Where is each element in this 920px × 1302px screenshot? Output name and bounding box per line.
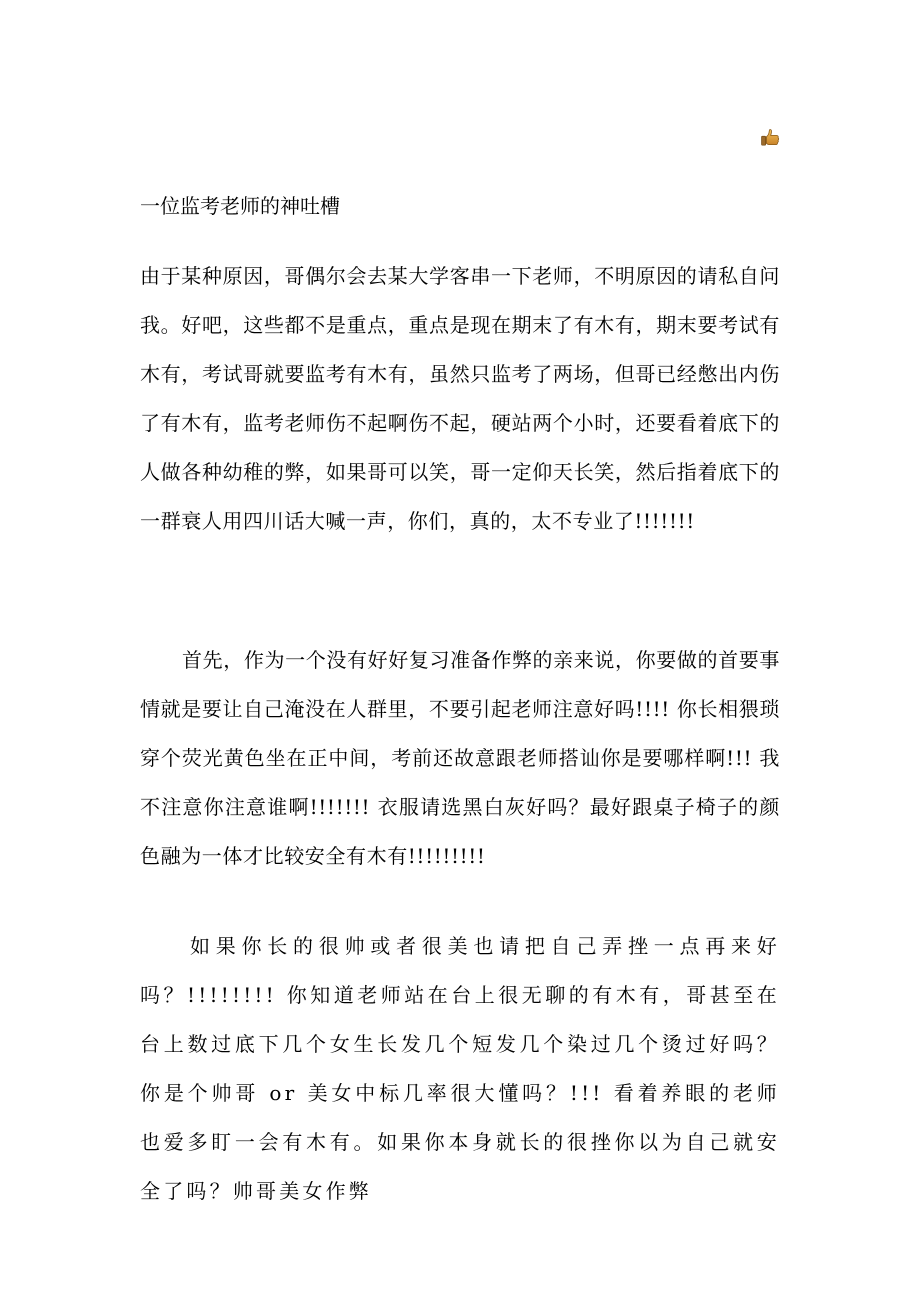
document-title: 一位监考老师的神吐槽 [140,194,340,218]
paragraph-first-point: 首先，作为一个没有好好复习准备作弊的亲来说，你要做的首要事情就是要让自己淹没在人群里，不要引起老师注意好吗!!!! 你长相猥琐穿个荧光黄色坐在正中间，考前还故意跟老师搭讪你是要哪样啊!!! 我不注意你注意谁啊!!!!!!! 衣服请选黑白灰好吗？最好跟桌子椅子的颜色融为一体才比较安全有木有!!!!!!!!! [140,648,780,868]
paragraph-intro: 由于某种原因，哥偶尔会去某大学客串一下老师，不明原因的请私自问我。好吧，这些都不是重点，重点是现在期末了有木有，期末要考试有木有，考试哥就要监考有木有，虽然只监考了两场，但哥已经憋出内伤了有木有，监考老师伤不起啊伤不起，硬站两个小时，还要看着底下的人做各种幼稚的弊，如果哥可以笑，哥一定仰天长笑，然后指着底下的一群衰人用四川话大喊一声，你们，真的，太不专业了!!!!!!! [140,264,780,533]
thumbs-up-icon [760,128,780,148]
paragraph-second-point: 如果你长的很帅或者很美也请把自己弄挫一点再来好吗？!!!!!!!! 你知道老师站在台上很无聊的有木有，哥甚至在台上数过底下几个女生长发几个短发几个染过几个烫过好吗？你是个帅哥 or 美女中标几率很大懂吗？!!! 看着养眼的老师也爱多盯一会有木有。如果你本身就长的很挫你以为自己就安全了吗？帅哥美女作弊 [140,934,780,1203]
